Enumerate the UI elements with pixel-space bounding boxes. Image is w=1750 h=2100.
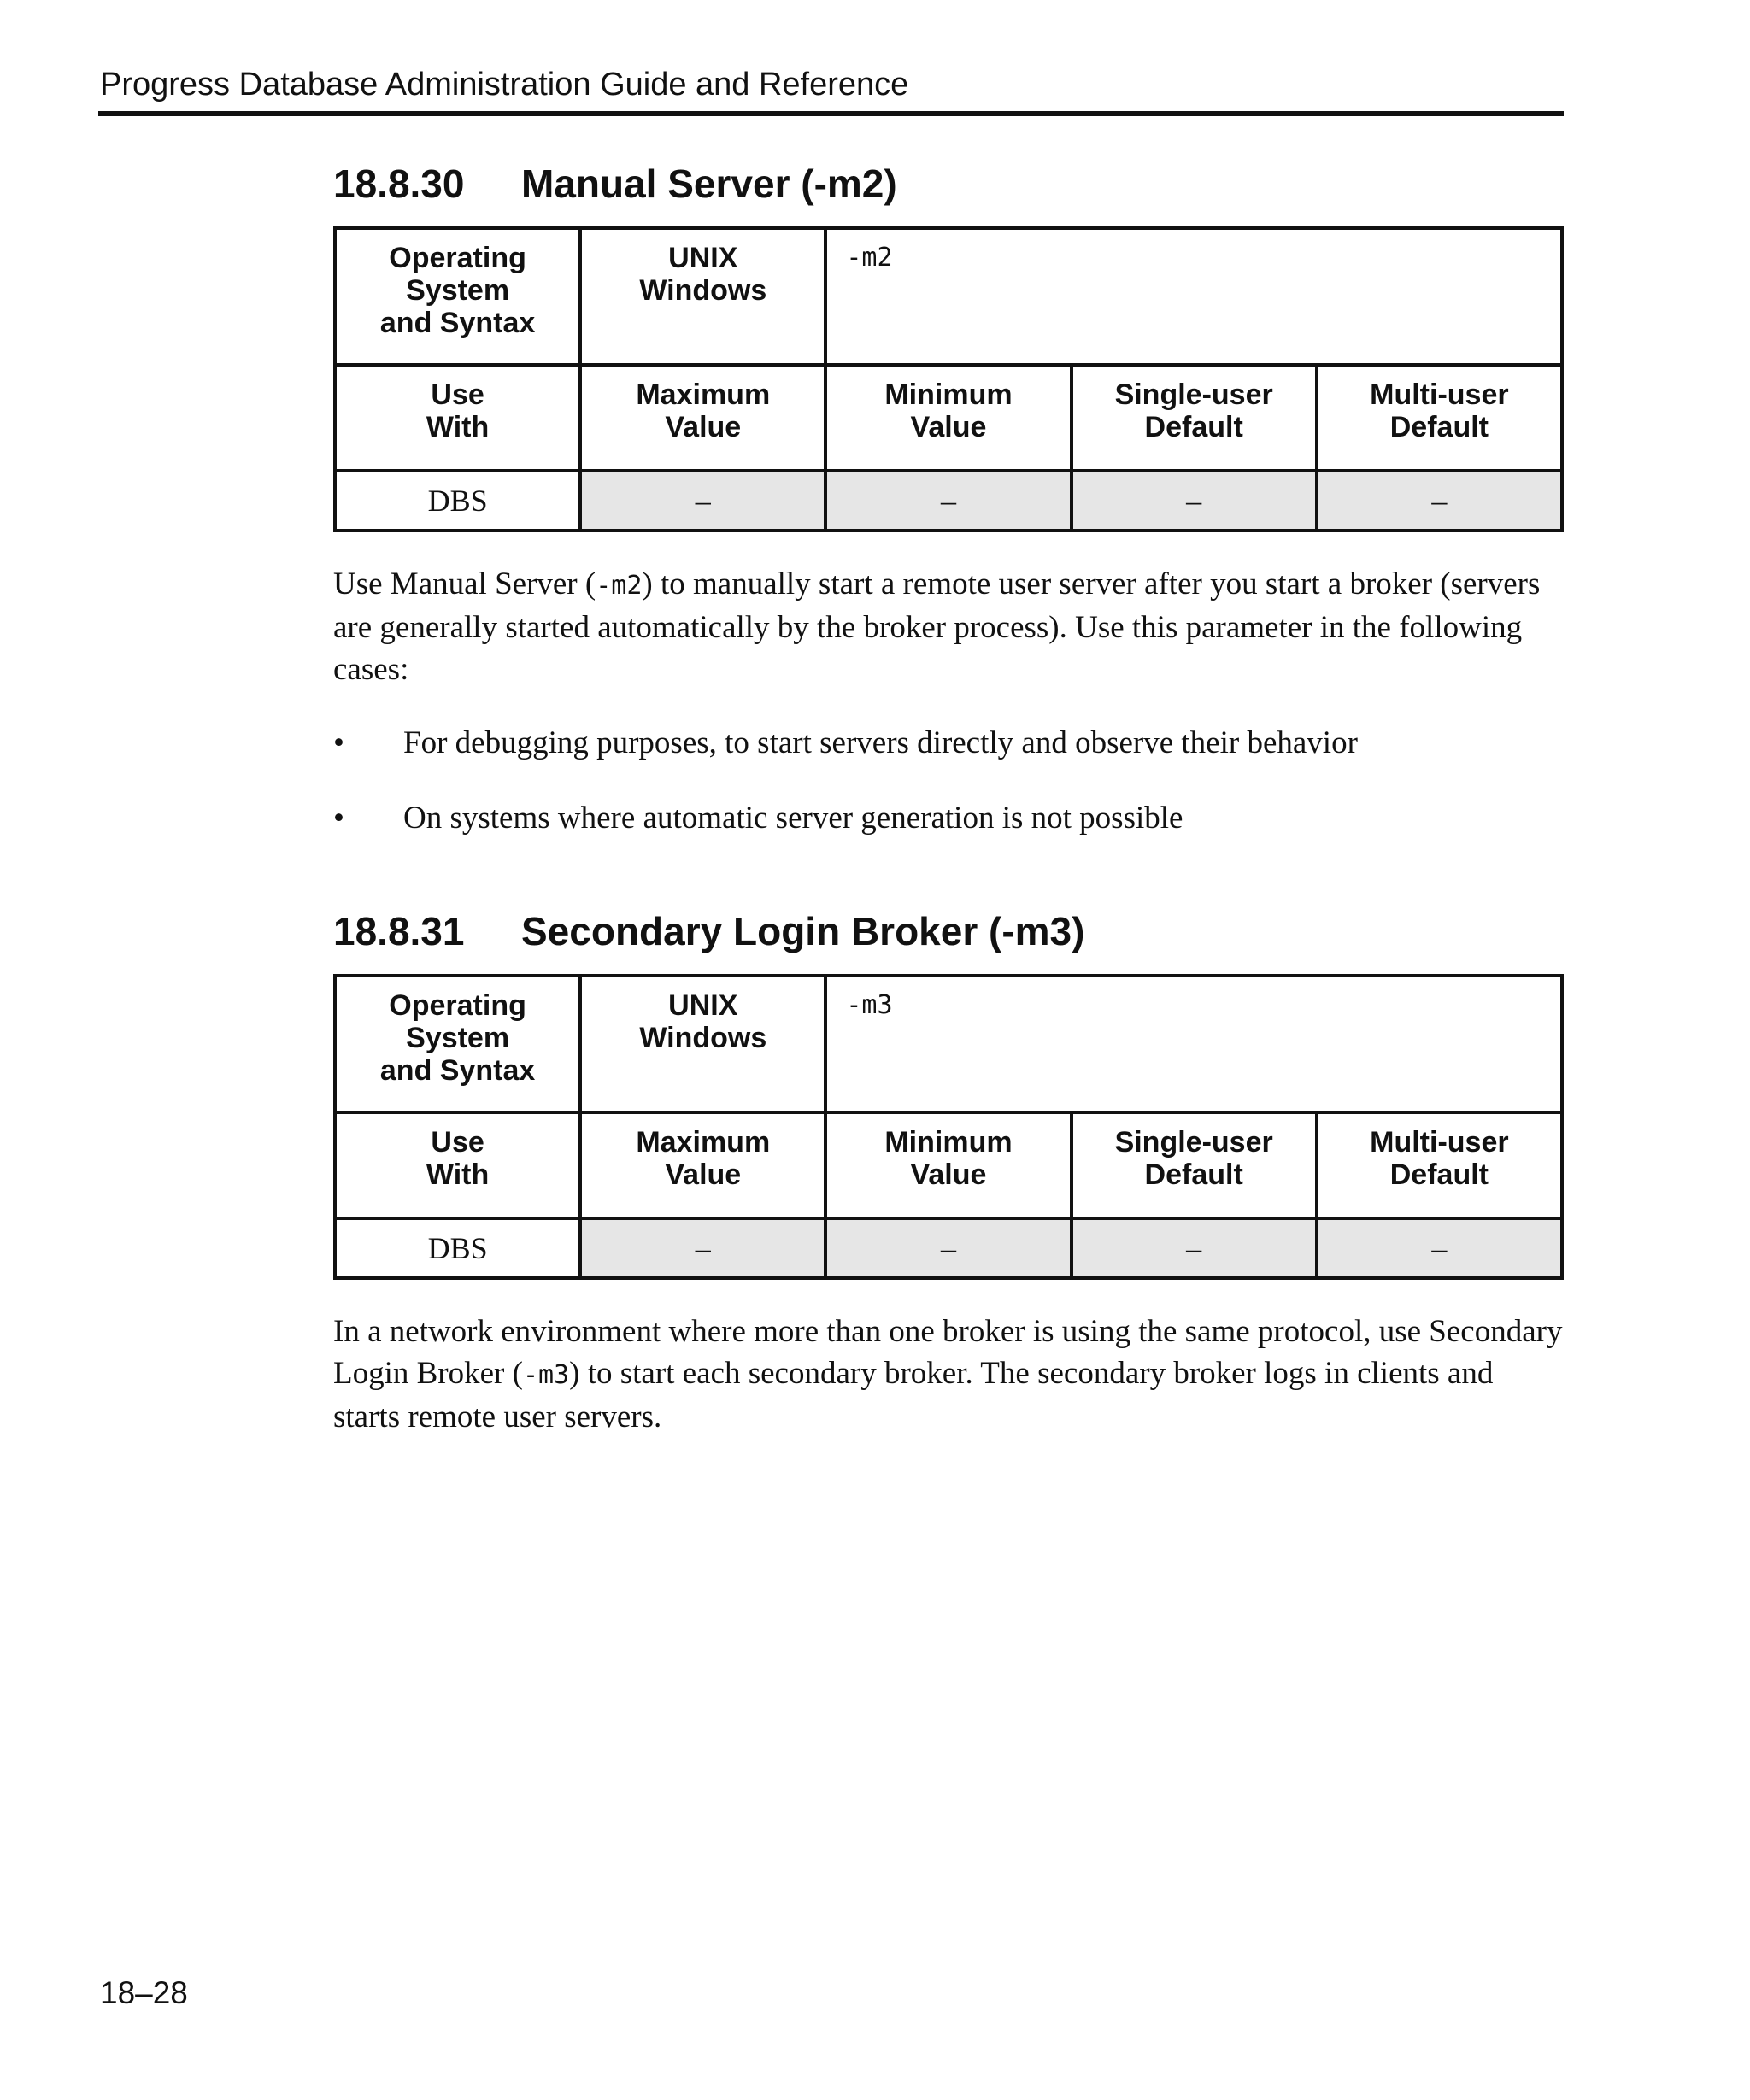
value-cell-maximum: –: [580, 471, 825, 531]
section-title: Secondary Login Broker (-m3): [521, 909, 1085, 953]
parameter-table: [333, 226, 1564, 532]
section-heading: [333, 158, 1564, 226]
inline-code: -m2: [596, 571, 643, 601]
table-row: [335, 1218, 1562, 1278]
header-cell-single-user-default: Single-user Default: [1072, 1112, 1317, 1218]
os-label-cell: Operating System and Syntax: [335, 976, 580, 1112]
list-item: • On systems where automatic server generation is not possible: [333, 797, 1564, 839]
section-title: Manual Server (-m2): [521, 161, 897, 206]
page-number: 18–28: [100, 1975, 188, 2010]
body-paragraph: In a network environment where more than one broker is using the same protocol, use Secondary Login Broker (-m3) to start each secondary broker. The secondary broker logs in clients and starts remote user servers.: [333, 1314, 1563, 1434]
parameter-table: [333, 974, 1564, 1280]
list-item: • For debugging purposes, to start servers directly and observe their behavior: [333, 722, 1564, 764]
table-row: [335, 471, 1562, 531]
os-names-cell: UNIX Windows: [580, 976, 825, 1112]
value-cell-single-user: –: [1072, 1218, 1317, 1278]
body-paragraph: Use Manual Server (-m2) to manually start a remote user server after you start a broker (servers are generally started automatically by the broker process). Use this parameter in the following cases:: [333, 566, 1541, 687]
header-cell-multi-user-default: Multi-user Default: [1317, 365, 1562, 471]
syntax-cell: -m2: [825, 228, 1562, 365]
value-cell-multi-user: –: [1317, 471, 1562, 531]
header-cell-minimum-value: Minimum Value: [825, 1112, 1071, 1218]
header-cell-maximum-value: Maximum Value: [580, 1112, 825, 1218]
bullet-icon: •: [333, 801, 344, 836]
running-header: Progress Database Administration Guide and Reference: [100, 67, 909, 103]
header-cell-use-with: Use With: [335, 1112, 580, 1218]
section-number: 18.8.30: [333, 161, 465, 206]
value-cell-use-with: DBS: [335, 471, 580, 531]
table-row: [335, 365, 1562, 471]
bullet-list: [333, 722, 1564, 839]
value-cell-multi-user: –: [1317, 1218, 1562, 1278]
value-cell-minimum: –: [825, 1218, 1071, 1278]
os-names-cell: UNIX Windows: [580, 228, 825, 365]
header-cell-minimum-value: Minimum Value: [825, 365, 1071, 471]
value-cell-use-with: DBS: [335, 1218, 580, 1278]
header-cell-single-user-default: Single-user Default: [1072, 365, 1317, 471]
section-manual-server: [333, 158, 1564, 872]
table-row: [335, 976, 1562, 1112]
header-cell-maximum-value: Maximum Value: [580, 365, 825, 471]
section-secondary-login-broker: [333, 906, 1564, 1469]
value-cell-maximum: –: [580, 1218, 825, 1278]
value-cell-minimum: –: [825, 471, 1071, 531]
inline-code: -m3: [522, 1360, 570, 1390]
bullet-icon: •: [333, 725, 344, 760]
header-cell-use-with: Use With: [335, 365, 580, 471]
table-row: [335, 228, 1562, 365]
os-label-cell: Operating System and Syntax: [335, 228, 580, 365]
table-row: [335, 1112, 1562, 1218]
syntax-cell: -m3: [825, 976, 1562, 1112]
section-heading: [333, 906, 1564, 974]
value-cell-single-user: –: [1072, 471, 1317, 531]
header-cell-multi-user-default: Multi-user Default: [1317, 1112, 1562, 1218]
section-number: 18.8.31: [333, 909, 465, 953]
header-rule: [98, 111, 1564, 116]
